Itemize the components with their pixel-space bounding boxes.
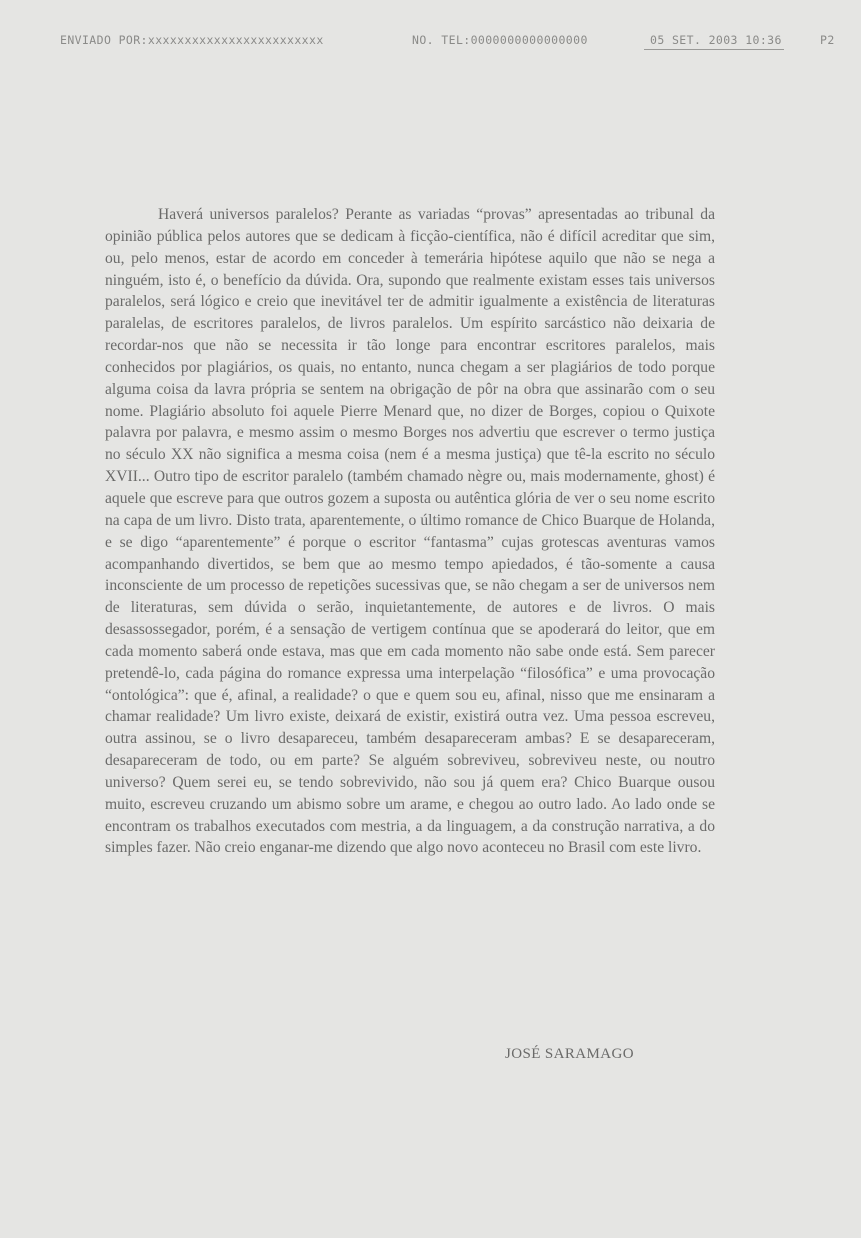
body-text-block [105,204,715,859]
body-paragraph: Haverá universos paralelos? Perante as variadas “provas” apresentadas ao tribunal da opinião pública pelos autores que se dedicam à ficção-científica, não é difícil acreditar que sim, ou, pelo menos, estar de acordo em conceder à temerária hipótese aquilo que não se nega a ninguém, isto é, o benefício da dúvida. Ora, supondo que realmente existam esses tais universos paralelos, será lógico e creio que inevitável ter de admitir igualmente a existência de literaturas paralelas, de escritores paralelos, de livros paralelos. Um espírito sarcástico não deixaria de recordar-nos que não se necessita ir tão longe para encontrar escritores paralelos, mais conhecidos por plagiários, os quais, no entanto, nunca chegam a ser plagiários de todo porque alguma coisa da lavra própria se sentem na obrigação de pôr na obra que assinarão com o seu nome. Plagiário absoluto foi aquele Pierre Menard que, no dizer de Borges, copiou o Quixote palavra por palavra, e mesmo assim o mesmo Borges nos advertiu que escrever o termo justiça no século XX não significa a mesma coisa (nem é a mesma justiça) que tê-la escrito no século XVII... Outro tipo de escritor paralelo (também chamado nègre ou, mais modernamente, ghost) é aquele que escreve para que outros gozem a suposta ou autêntica glória de ver o seu nome escrito na capa de um livro. Disto trata, aparentemente, o último romance de Chico Buarque de Holanda, e se digo “aparentemente” é porque o escritor “fantasma” cujas grotescas aventuras vamos acompanhando divertidos, se bem que ao mesmo tempo apiedados, é tão-somente a causa inconsciente de um processo de repetições sucessivas que, se não chegam a ser de universos nem de literaturas, sem dúvida o serão, inquietantemente, de autores e de livros. O mais desassossegador, porém, é a sensação de vertigem contínua que se apoderará do leitor, que em cada momento saberá onde estava, mas que em cada momento não sabe onde está. Sem parecer pretendê-lo, cada página do romance expressa uma interpelação “filosófica” e uma provocação “ontológica”: que é, afinal, a realidade? o que e quem sou eu, afinal, nisso que me ensinaram a chamar realidade? Um livro existe, deixará de existir, existirá outra vez. Uma pessoa escreveu, outra assinou, se o livro desapareceu, também desapareceram ambas? E se desapareceram, desapareceram de todo, ou em parte? Se alguém sobreviveu, sobreviveu neste, ou noutro universo? Quem serei eu, se tendo sobrevivido, não sou já quem era? Chico Buarque ousou muito, escreveu cruzando um abismo sobre um arame, e chegou ao outro lado. Ao lado onde se encontram os trabalhos executados com mestria, a da linguagem, a da construção narrativa, a do simples fazer. Não creio enganar-me dizendo que algo novo aconteceu no Brasil com este livro. [105,206,715,857]
fax-phone-number: NO. TEL:0000000000000000 [412,33,588,47]
fax-sender: ENVIADO POR:xxxxxxxxxxxxxxxxxxxxxxxx [60,33,324,47]
author-signature: JOSÉ SARAMAGO [505,1046,634,1062]
date-underline [644,49,784,50]
fax-page-number: P2 [820,33,835,47]
fax-date: 05 SET. 2003 10:36 [650,33,782,47]
fax-header [60,33,840,51]
